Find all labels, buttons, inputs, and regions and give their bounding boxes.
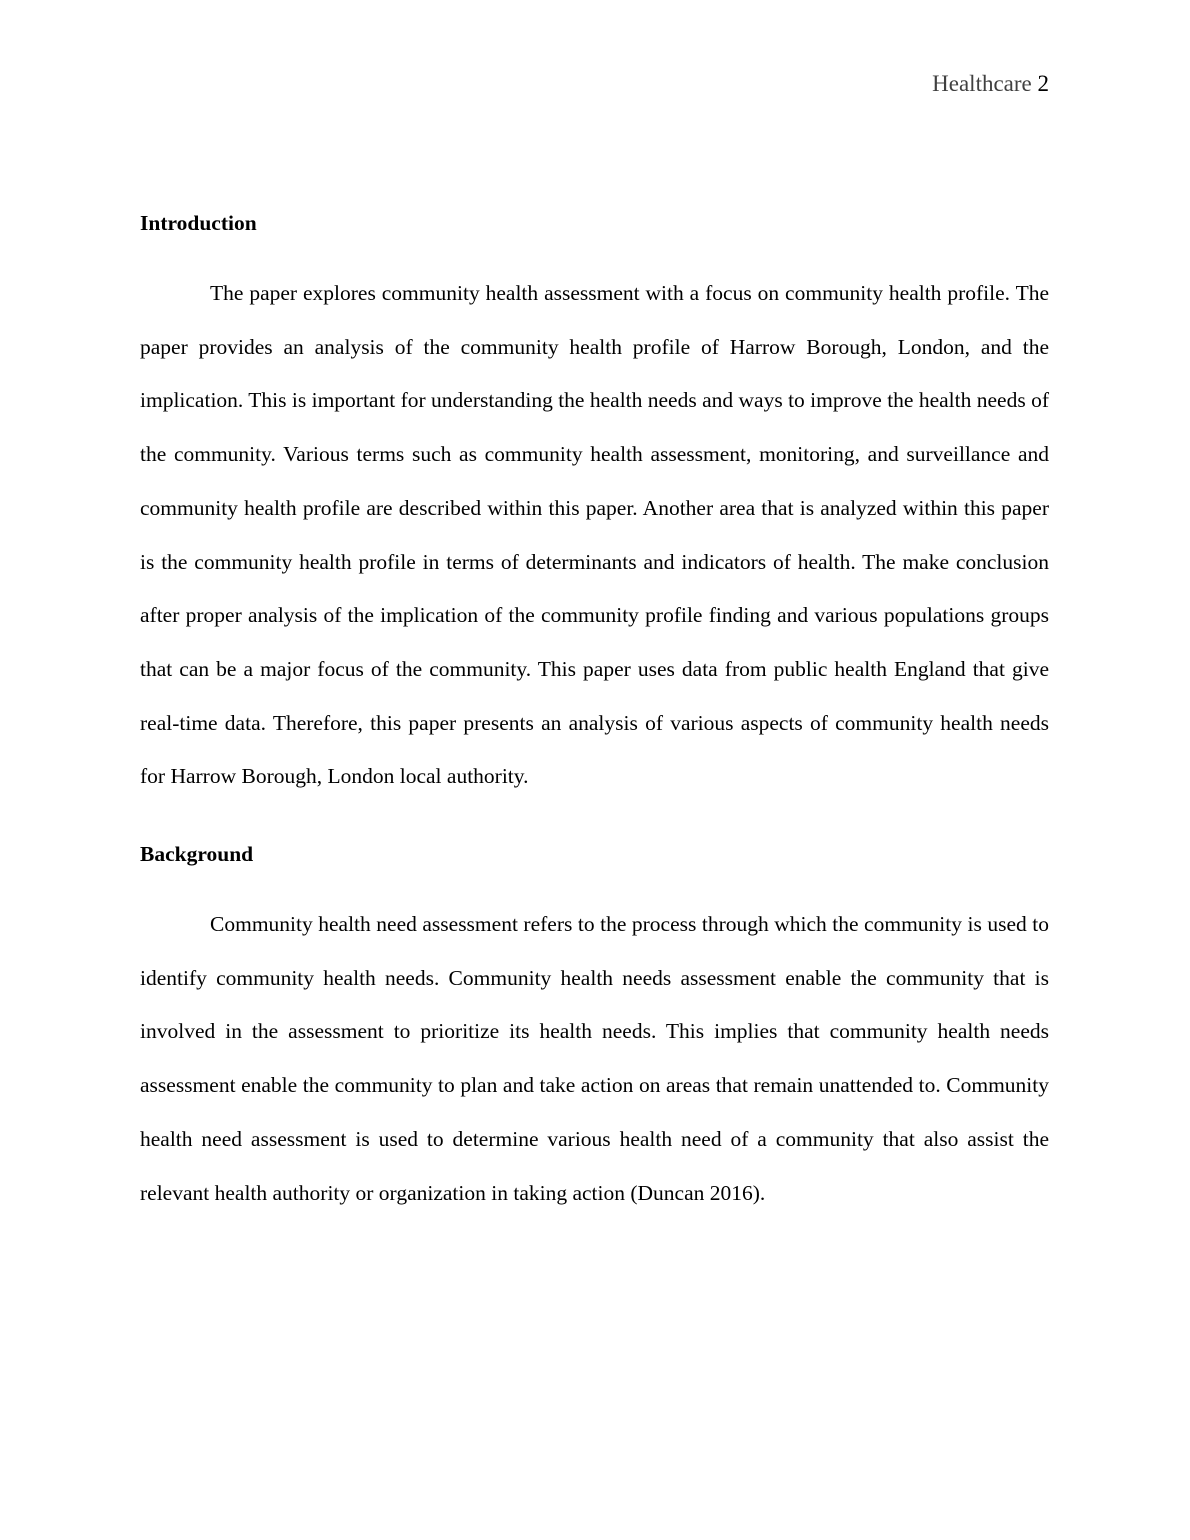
page-header: [932, 68, 1049, 100]
running-head: Healthcare: [932, 71, 1032, 96]
section-heading-background: Background: [140, 842, 254, 867]
document-body: [140, 207, 1049, 1220]
page-number: 2: [1037, 71, 1049, 96]
paragraph-background: Community health need assessment refers to the process through which the community is used to identify community health needs. Community health needs assessment enable the community that is involved in the assessment to prioritize its health needs. This implies that community health needs assessment enable the community to plan and take action on areas that remain unattended to. Community health need assessment is used to determine various health need of a community that also assist the relevant health authority or organization in taking action (Duncan 2016).: [140, 912, 1049, 1205]
section-heading-introduction: Introduction: [140, 211, 257, 235]
paragraph-introduction: The paper explores community health assessment with a focus on community health profile. The paper provides an analysis of the community health profile of Harrow Borough, London, and the implication. This is important for understanding the health needs and ways to improve the health needs of the community. Various terms such as community health assessment, monitoring, and surveillance and community health profile are described within this paper. Another area that is analyzed within this paper is the community health profile in terms of determinants and indicators of health. The make conclusion after proper analysis of the implication of the community profile finding and various populations groups that can be a major focus of the community. This paper uses data from public health England that give real-time data. Therefore, this paper presents an analysis of various aspects of community health needs for Harrow Borough, London local authority.: [140, 281, 1049, 789]
